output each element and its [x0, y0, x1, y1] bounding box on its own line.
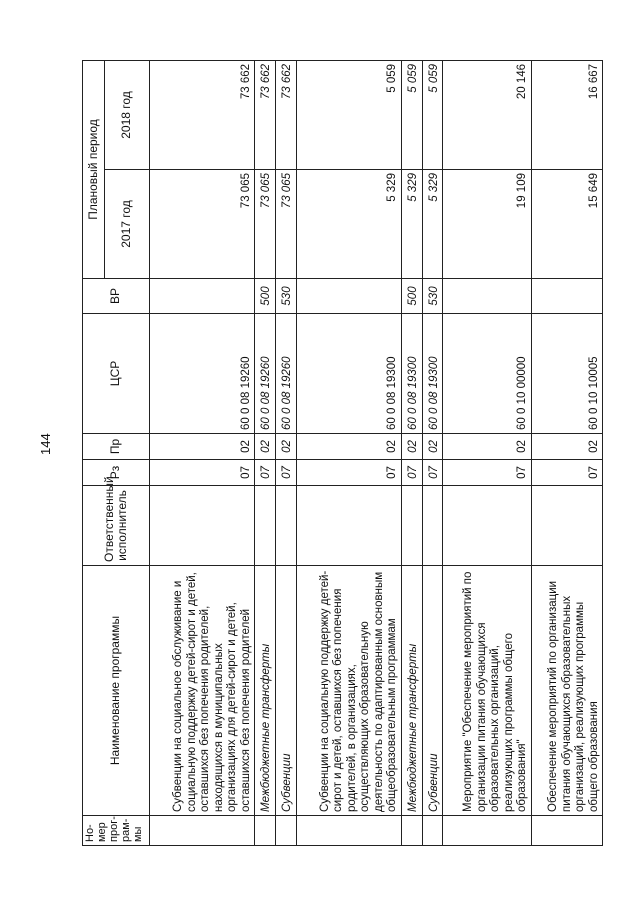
rz-cell: 07 [255, 460, 276, 486]
rz-cell: 07 [531, 460, 602, 486]
table-row [255, 60, 276, 845]
pr-cell: 02 [275, 434, 296, 460]
pr-cell: 02 [150, 434, 255, 460]
num-cell [296, 816, 401, 846]
table-row [443, 60, 531, 845]
rz-cell: 07 [443, 460, 531, 486]
num-cell [150, 816, 255, 846]
executor-cell [275, 486, 296, 566]
header-planned-period: Плановый период [83, 60, 105, 278]
rz-cell: 07 [150, 460, 255, 486]
num-cell [443, 816, 531, 846]
executor-cell [443, 486, 531, 566]
year-2018-cell: 16 667 [531, 60, 602, 169]
year-2018-cell: 5 059 [401, 60, 422, 169]
header-rz: Рз [83, 460, 150, 486]
num-cell [422, 816, 443, 846]
num-cell [255, 816, 276, 846]
csr-cell: 60 0 08 19260 [150, 314, 255, 434]
rotated-table-container [82, 61, 603, 846]
table-row [275, 60, 296, 845]
year-2018-cell: 73 662 [150, 60, 255, 169]
table-row [401, 60, 422, 845]
pr-cell: 02 [422, 434, 443, 460]
table-row [150, 60, 255, 845]
name-cell: Мероприятие "Обеспечение мероприятий по организации питания обучающихся образовательных организаций, реализующих программы общего образования" [443, 566, 531, 816]
pr-cell: 02 [443, 434, 531, 460]
year-2017-cell: 15 649 [531, 170, 602, 279]
budget-table [82, 60, 603, 846]
executor-cell [150, 486, 255, 566]
num-cell [531, 816, 602, 846]
executor-cell [401, 486, 422, 566]
year-2018-cell: 20 146 [443, 60, 531, 169]
executor-cell [422, 486, 443, 566]
vr-cell [150, 279, 255, 314]
rz-cell: 07 [275, 460, 296, 486]
header-program-name: Наименование программы [83, 566, 150, 816]
year-2018-cell: 5 059 [422, 60, 443, 169]
executor-cell [531, 486, 602, 566]
vr-cell [296, 279, 401, 314]
executor-cell [255, 486, 276, 566]
header-year-2017: 2017 год [105, 170, 150, 279]
table-row [296, 60, 401, 845]
rz-cell: 07 [422, 460, 443, 486]
name-cell: Субвенции на социальную поддержку детей-сирот и детей, оставшихся без попечения родителей, в организациях, осуществляющих образовательную деятельность по адаптированным основным общеобразовательным программам [296, 566, 401, 816]
header-vr: ВР [83, 279, 150, 314]
table-row [422, 60, 443, 845]
year-2018-cell: 73 662 [275, 60, 296, 169]
header-csr: ЦСР [83, 314, 150, 434]
num-cell [275, 816, 296, 846]
csr-cell: 60 0 08 19300 [422, 314, 443, 434]
executor-cell [296, 486, 401, 566]
name-cell: Межбюджетные трансферты [401, 566, 422, 816]
vr-cell: 530 [275, 279, 296, 314]
header-program-number: Но-мер прог-рам-мы [83, 816, 150, 846]
pr-cell: 02 [401, 434, 422, 460]
pr-cell: 02 [531, 434, 602, 460]
csr-cell: 60 0 08 19300 [296, 314, 401, 434]
year-2017-cell: 73 065 [150, 170, 255, 279]
year-2018-cell: 73 662 [255, 60, 276, 169]
rz-cell: 07 [401, 460, 422, 486]
year-2017-cell: 73 065 [275, 170, 296, 279]
csr-cell: 60 0 08 19260 [255, 314, 276, 434]
name-cell: Обеспечение мероприятий по организации питания обучающихся образовательных организаций, реализующих программы общего образования [531, 566, 602, 816]
vr-cell: 500 [401, 279, 422, 314]
year-2017-cell: 19 109 [443, 170, 531, 279]
rz-cell: 07 [296, 460, 401, 486]
year-2017-cell: 5 329 [401, 170, 422, 279]
vr-cell: 530 [422, 279, 443, 314]
pr-cell: 02 [255, 434, 276, 460]
table-row [531, 60, 602, 845]
vr-cell: 500 [255, 279, 276, 314]
pr-cell: 02 [296, 434, 401, 460]
name-cell: Субвенции [275, 566, 296, 816]
name-cell: Субвенции на социальное обслуживание и социальную поддержку детей-сирот и детей, оставшихся без попечения родителей, находящихся в муниципальных организациях для детей-сирот и детей, оставшихся без попечения родителей [150, 566, 255, 816]
year-2018-cell: 5 059 [296, 60, 401, 169]
vr-cell [443, 279, 531, 314]
year-2017-cell: 5 329 [296, 170, 401, 279]
name-cell: Субвенции [422, 566, 443, 816]
name-cell: Межбюджетные трансферты [255, 566, 276, 816]
year-2017-cell: 5 329 [422, 170, 443, 279]
csr-cell: 60 0 10 10005 [531, 314, 602, 434]
num-cell [401, 816, 422, 846]
vr-cell [531, 279, 602, 314]
header-pr: Пр [83, 434, 150, 460]
header-year-2018: 2018 год [105, 60, 150, 169]
year-2017-cell: 73 065 [255, 170, 276, 279]
csr-cell: 60 0 08 19260 [275, 314, 296, 434]
csr-cell: 60 0 08 19300 [401, 314, 422, 434]
page-number: 144 [38, 433, 53, 455]
header-executor: Ответственный исполнитель [83, 486, 150, 566]
csr-cell: 60 0 10 00000 [443, 314, 531, 434]
